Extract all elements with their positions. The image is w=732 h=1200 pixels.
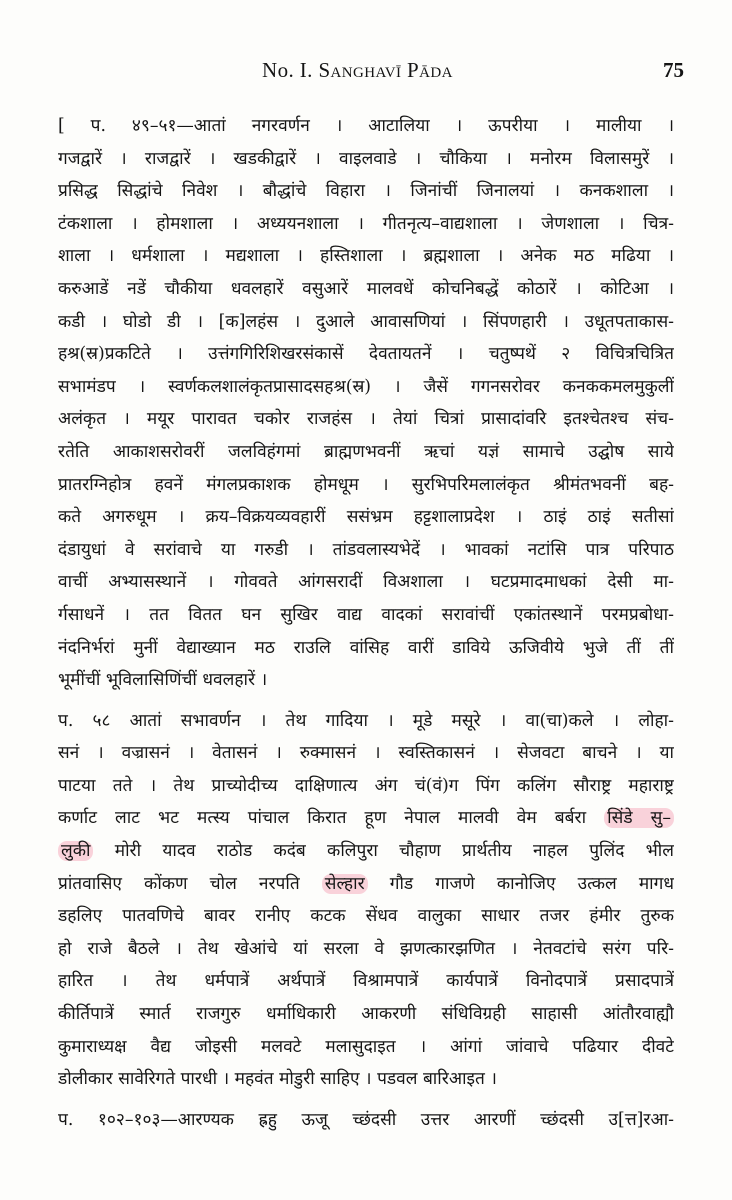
paragraph-gap (58, 1096, 674, 1104)
text-line: कीर्तिपात्रें स्मार्त राजगुरु धर्माधिकारी आकरणी संधिविग्रही साहासी आंतौरवाह्यौ (58, 1004, 674, 1025)
text-line: हो राजे बैठले । तेथ खेआंचे यां सरला वे झणत्कारझणित । नेतवटांचे सरंग परि- (58, 938, 674, 959)
paragraph-aranyaka (58, 1104, 674, 1137)
text-line: प. ५८ आतां सभावर्णन । तेथ गादिया । मूडे मसूरे । वा(चा)कले । लोहा- (58, 710, 674, 731)
text-line-highlighted: लुकी मोरी यादव राठोड कदंब कलिपुरा चौहाण प्रार्थतीय नाहल पुलिंद भील (58, 835, 674, 868)
paragraph-assembly-description (58, 705, 674, 1096)
title-part-smallcaps: ANGHAVĪ (330, 65, 402, 81)
text-line: अलंकृत । मयूर पारावत चकोर राजहंस । तेयां चित्रां प्रासादांवरि इतश्चेतश्च संच- (58, 409, 674, 430)
running-title (262, 58, 453, 83)
text-line: रतेति आकाशसरोवरीं जलविहंगमां ब्राह्मणभवनीं ऋचां यज्ञं सामाचे उद्घोष साये (58, 441, 674, 462)
paragraph-gap (58, 697, 674, 705)
text-line: हारित । तेथ धर्मपात्रें अर्थपात्रें विश्रामपात्रें कार्यपात्रें विनोदपात्रें प्रसादपात्रें (58, 971, 674, 992)
paragraph-city-description (58, 110, 674, 697)
text-line: दंडायुधां वे सरांवाचे या गरुडी । तांडवलास्यभेदें । भावकां नटांसि पात्र परिपाठ (58, 539, 674, 560)
text-line-highlighted: प्रांतवासिए कोंकण चोल नरपति सेल्हार गौड गाजणे कानोजिए उत्कल मागध (58, 873, 674, 894)
text-line: कुमाराध्यक्ष वैद्य जोइसी मलवटे मलासुदाइत । आंगां जांवाचे पढियार दीवटे (58, 1036, 674, 1057)
text-line: कते अगरुधूम । क्रय–विक्रयव्यवहारीं ससंभ्रम हट्टशालाप्रदेश । ठाइं ठाइं सतीसां (58, 507, 674, 528)
text-line: र्गसाधनें । तत वितत घन सुखिर वाद्य वादकां सरावांचीं एकांतस्थानें परमप्रबोधा- (58, 604, 674, 625)
text-line: भूमींचीं भूविलासिणिंचीं धवलहारें । (58, 670, 268, 691)
text-line: डहलिए पातवणिचे बावर रानीए कटक सेंधव वालुका साधार तजर हंमीर तुरुक (58, 906, 674, 927)
text-line: वाचीं अभ्यासस्थानें । गोववते आंगसरादीं विअशाला । घटप्रमादमाधकां देसी मा- (58, 572, 674, 593)
highlight-mark: लुकी (58, 841, 93, 861)
text-line: पाटया तते । तेथ प्राच्योदीच्य दाक्षिणात्य अंग चं(वं)ग पिंग कलिंग सौराष्ट्र महाराष्ट्र (58, 775, 674, 796)
text-line: शाला । धर्मशाला । मद्यशाला । हस्तिशाला । ब्रह्मशाला । अनेक मठ मढिया । (58, 246, 674, 267)
body-text (58, 110, 674, 1136)
highlight-mark: सिंडे सु– (604, 808, 674, 828)
text-line: प. १०२–१०३—आरण्यक ह्रहु ऊजू च्छंदसी उत्तर आरणीं च्छंदसी उ[त्त]रआ- (58, 1109, 674, 1130)
text-line: टंकशाला । होमशाला । अध्ययनशाला । गीतनृत्य–वाद्यशाला । जेणशाला । चित्र- (58, 213, 674, 234)
text-line: प्रसिद्ध सिद्धांचे निवेश । बौद्धांचे विहारा । जिनांचीं जिनालयां । कनकशाला । (58, 181, 674, 202)
text-line: हश्र(स्र)प्रकटिते । उत्तंगगिरिशिखरसंकासें देवतायतनें । चतुष्पथें २ विचित्रचित्रित (58, 344, 674, 365)
running-header (0, 58, 732, 98)
text-line: डोलीकार सावेरिगते पारधी । महवंत मोडुरी साहिए । पडवल बारिआइत । (58, 1069, 497, 1090)
text-line: सभामंडप । स्वर्णकलशालंकृतप्रासादसहश्र(स्र) । जैसें गगनसरोवर कनककमलमुकुलीं (58, 376, 674, 397)
text-line: सनं । वज्रासनं । वेतासनं । रुक्मासनं । स्वस्तिकासनं । सेजवटा बाचने । या (58, 743, 674, 764)
title-part: No. I. S (262, 58, 331, 82)
text-line: करुआडें नडें चौकीया धवलहारें वसुआरें मालवधें कोचनिबद्धें कोठारें । कोटिआ । (58, 278, 674, 299)
text-line: गजद्वारें । राजद्वारें । खडकीद्वारें । वाइलवाडे । चौकिया । मनोरम विलासमुरें । (58, 148, 674, 169)
text-line: कडी । घोडो डी । [क]लहंस । दुआले आवासणियां । सिंपणहारी । उधूतपताकास- (58, 311, 674, 332)
title-part-smallcaps: ĀDA (419, 65, 453, 81)
text-line: नंदनिर्भरां मुनीं वेद्याख्यान मठ राउलि वांसिह वारीं डाविये ऊजिवीये भुजे तीं तीं (58, 637, 674, 658)
text-line: प्रातरग्निहोत्र हवनें मंगलप्रकाशक होमधूम । सुरभिपरिमलालंकृत श्रीमंतभवनीं बह- (58, 474, 674, 495)
text-line-highlighted: कर्णाट लाट भट मत्स्य पांचाल किरात हूण नेपाल मालवी वेम बर्बरा सिंडे सु– (58, 802, 674, 835)
title-part: P (401, 58, 420, 82)
highlight-mark: सेल्हार (322, 874, 368, 894)
text-line: [ प. ४९–५१—आतां नगरवर्णन । आटालिया । ऊपरीया । मालीया । (58, 116, 674, 136)
page-number: 75 (663, 58, 684, 82)
